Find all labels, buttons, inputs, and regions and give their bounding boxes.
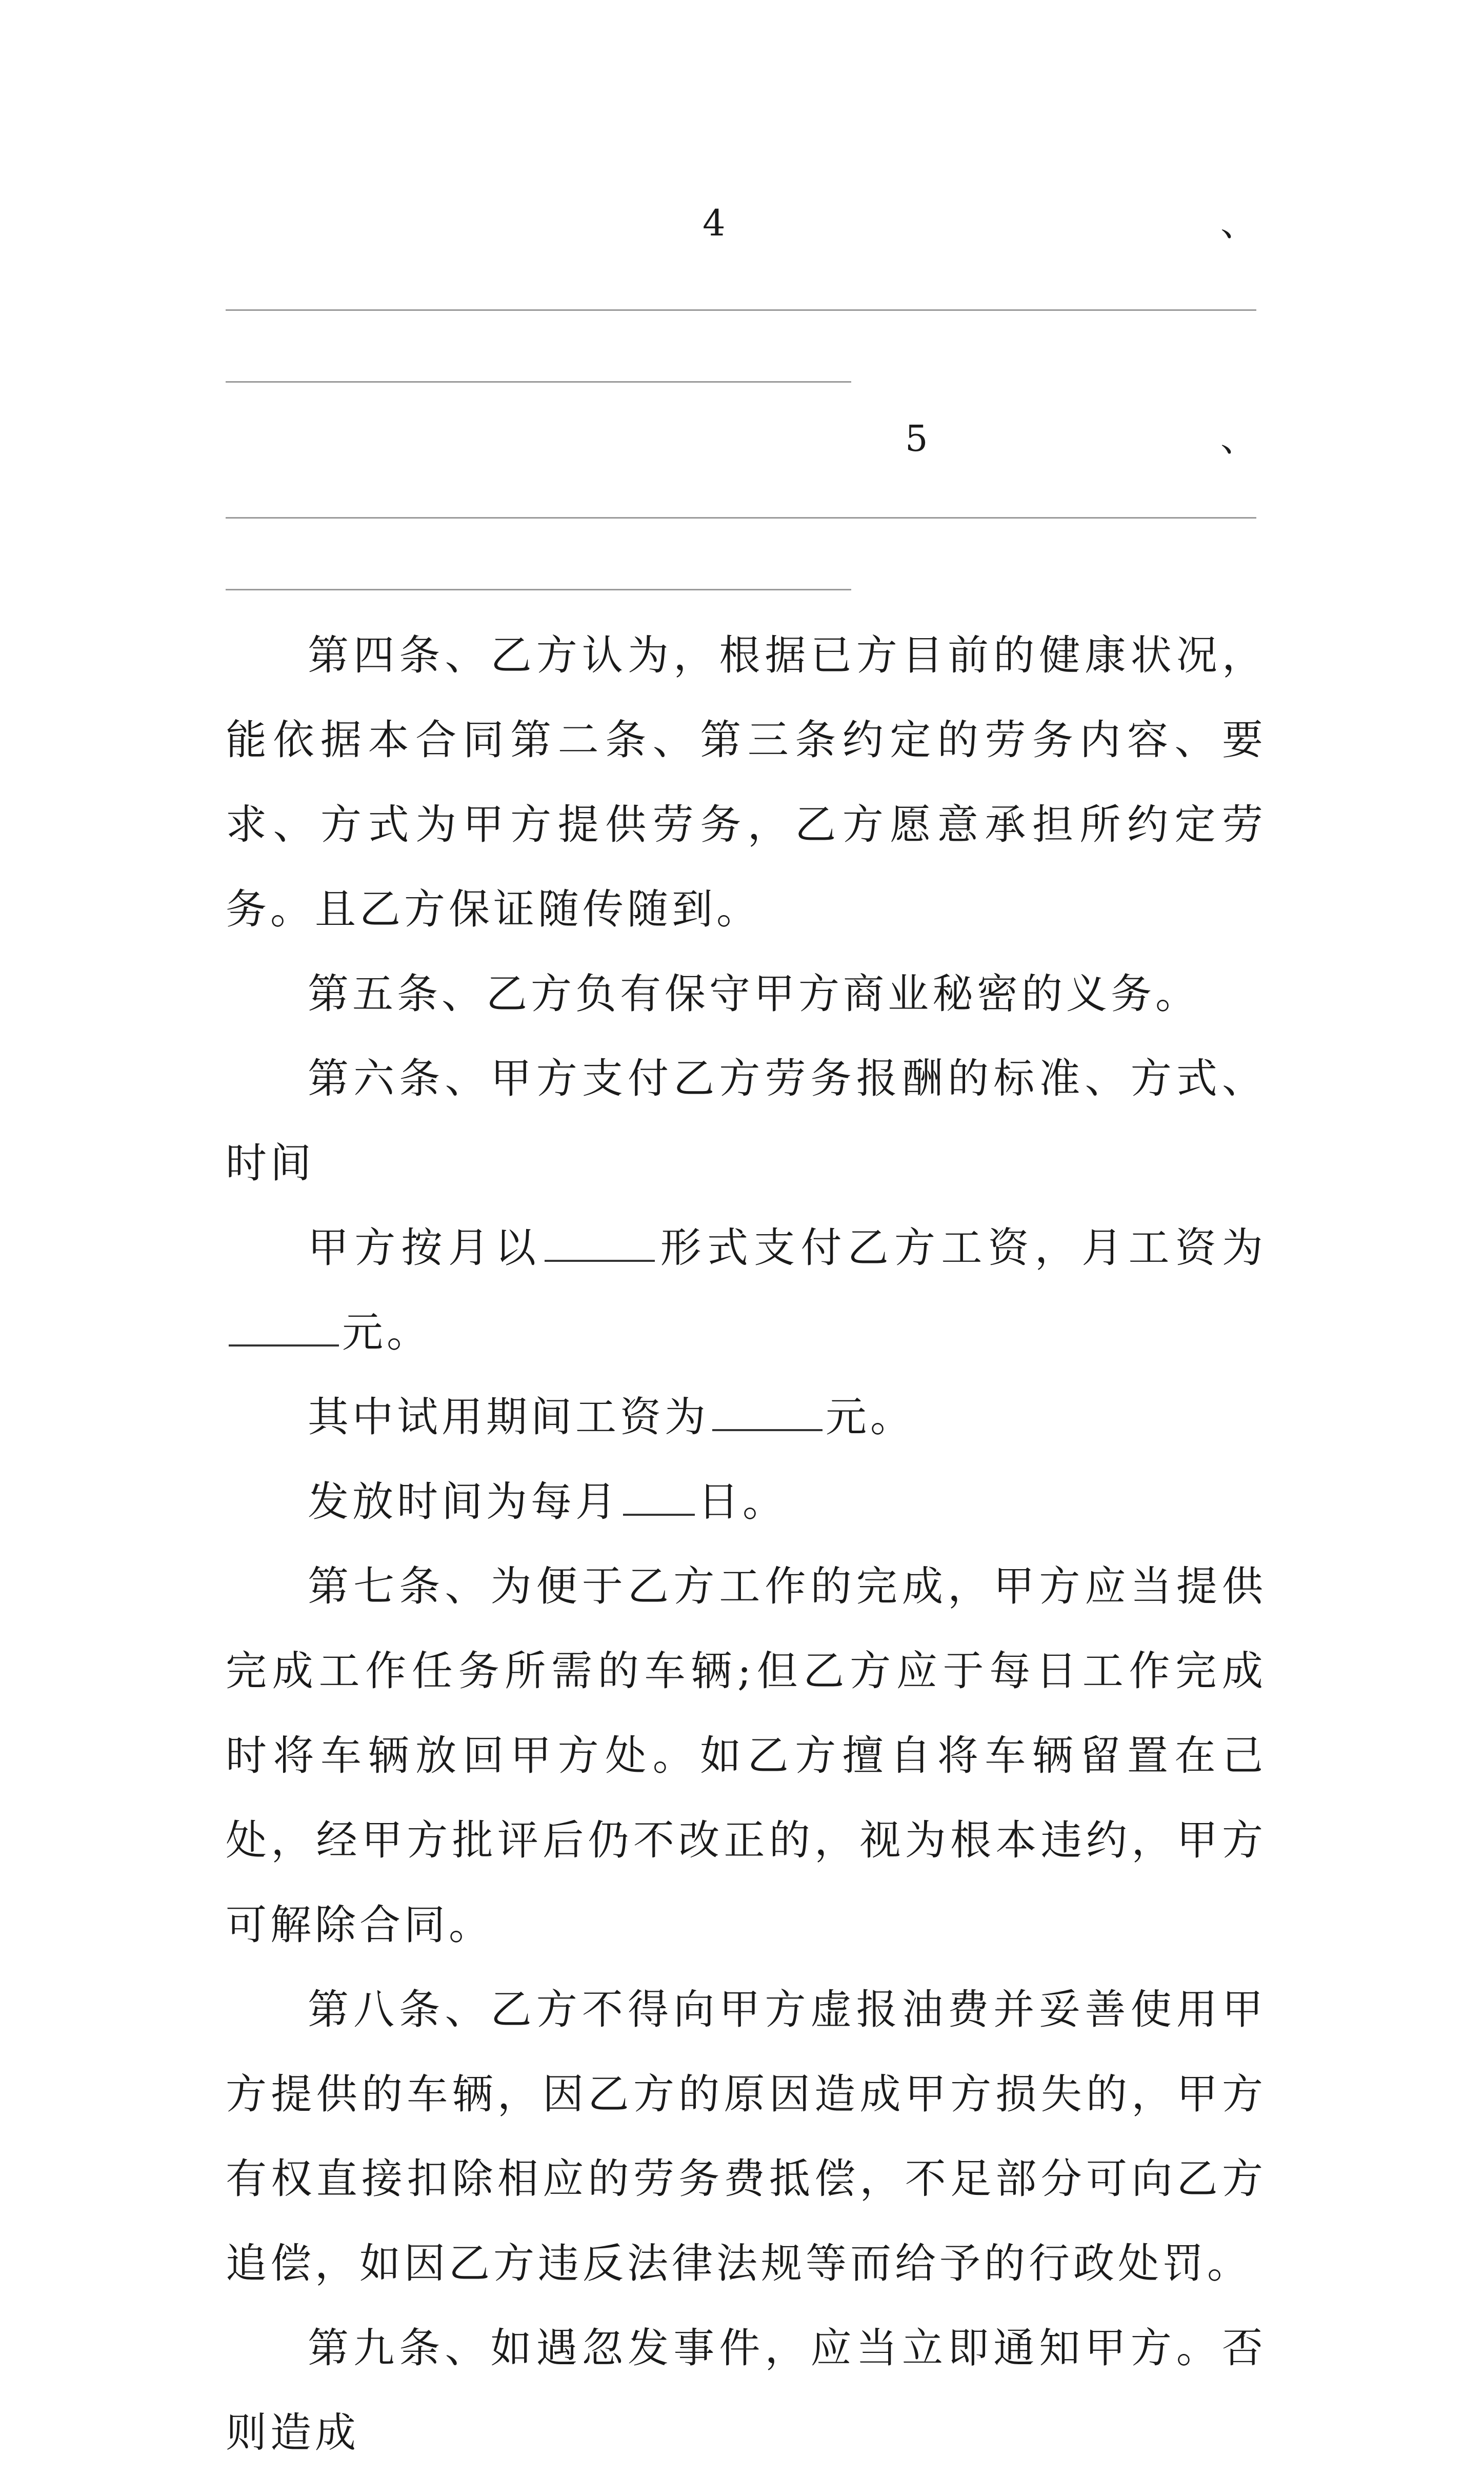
clause-8: 第八条、乙方不得向甲方虚报油费并妥善使用甲方提供的车辆，因乙方的原因造成甲方损失的，甲方有权直接扣除相应的劳务费抵偿，不足部分可向乙方追偿，如因乙方违反法律法规等而给予的行政处罚。 bbox=[226, 1986, 1267, 2287]
blank-monthly-salary[interactable] bbox=[229, 1314, 339, 1347]
blank-pay-day[interactable] bbox=[623, 1483, 695, 1516]
fill-in-line bbox=[226, 517, 1256, 519]
clause-9: 第九条、如遇忽发事件，应当立即通知甲方。否则造成 bbox=[226, 2324, 1267, 2457]
item-4-line bbox=[226, 203, 1256, 244]
clause-6-pay bbox=[226, 1205, 1267, 1375]
fill-in-line bbox=[226, 309, 1256, 311]
clause-6-trial bbox=[226, 1375, 1267, 1459]
trial-text-a: 其中试用期间工资为 bbox=[308, 1393, 709, 1441]
pay-text-c: 元。 bbox=[342, 1309, 431, 1356]
clause-4: 第四条、乙方认为，根据已方目前的健康状况，能依据本合同第二条、第三条约定的劳务内容、要求、方式为甲方提供劳务，乙方愿意承担所约定劳务。且乙方保证随传随到。 bbox=[226, 631, 1267, 933]
item-5-line bbox=[226, 418, 1256, 459]
clause-6-date bbox=[226, 1459, 1267, 1544]
pay-text-b: 形式支付乙方工资，月工资为 bbox=[658, 1224, 1267, 1272]
fill-in-line bbox=[226, 381, 851, 383]
item-mark: 、 bbox=[1220, 202, 1256, 244]
contract-body bbox=[226, 613, 1267, 2475]
clause-6-title: 第六条、甲方支付乙方劳务报酬的标准、方式、时间 bbox=[226, 1055, 1267, 1187]
item-number: 5 bbox=[905, 418, 928, 460]
item-number: 4 bbox=[703, 202, 726, 244]
blank-pay-form[interactable] bbox=[545, 1229, 655, 1262]
date-text-b: 日。 bbox=[698, 1478, 787, 1526]
clause-5: 第五条、乙方负有保守甲方商业秘密的义务。 bbox=[308, 970, 1200, 1018]
fill-in-line bbox=[226, 589, 851, 590]
blank-trial-salary[interactable] bbox=[712, 1398, 823, 1431]
pay-text-a: 甲方按月以 bbox=[308, 1224, 542, 1272]
clause-7: 第七条、为便于乙方工作的完成，甲方应当提供完成工作任务所需的车辆;但乙方应于每日工作完成时将车辆放回甲方处。如乙方擅自将车辆留置在己处，经甲方批评后仍不改正的，视为根本违约，甲方可解除合同。 bbox=[226, 1562, 1267, 1949]
item-mark: 、 bbox=[1220, 418, 1256, 460]
trial-text-b: 元。 bbox=[826, 1393, 915, 1441]
date-text-a: 发放时间为每月 bbox=[308, 1478, 620, 1526]
